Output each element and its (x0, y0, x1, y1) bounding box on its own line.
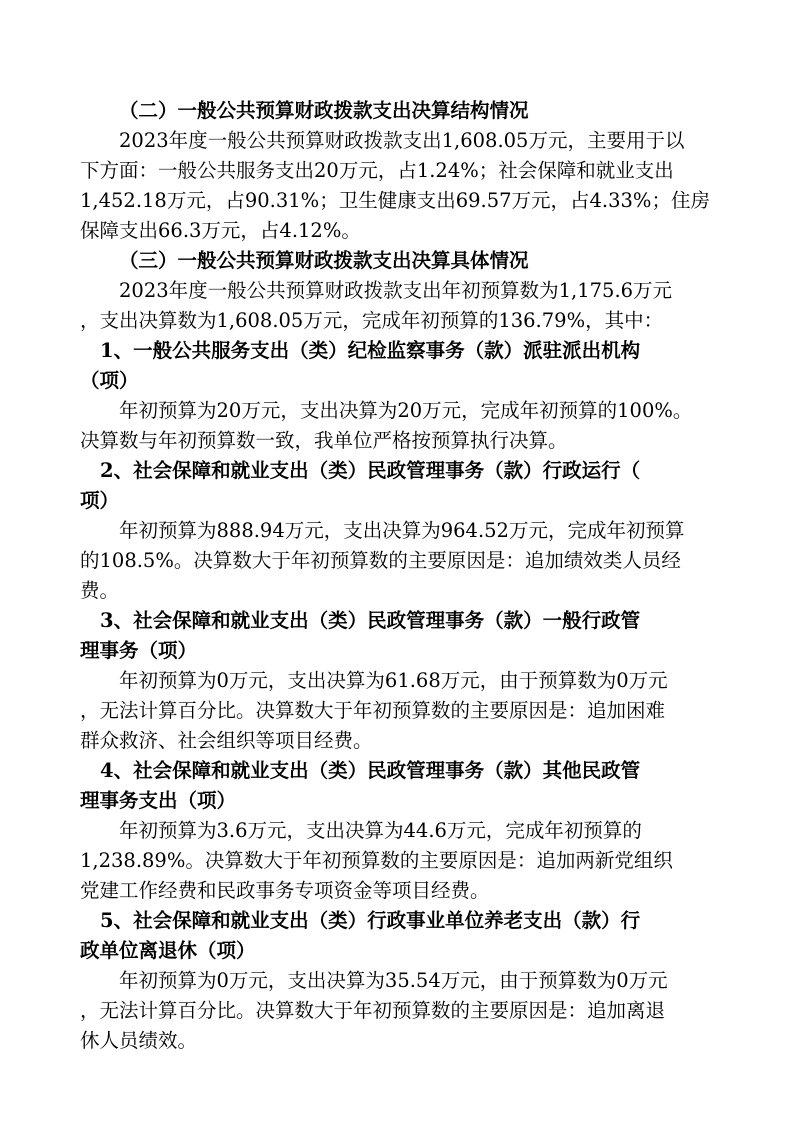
body-text-line: ，无法计算百分比。决算数大于年初预算数的主要原因是：追加离退 (80, 999, 666, 1022)
body-text-line: 1,452.18万元，占90.31%；卫生健康支出69.57万元，占4.33%；住房 (80, 189, 710, 212)
body-text-line: 1,238.89%。决算数大于年初预算数的主要原因是：追加两新党组织 (80, 849, 673, 872)
section-heading-line: 4、社会保障和就业支出（类）民政管理事务（款）其他民政管 (100, 759, 641, 782)
body-text-line: 年初预算为3.6万元，支出决算为44.6万元，完成年初预算的 (119, 819, 642, 842)
body-text-line: 党建工作经费和民政事务专项资金等项目经费。 (80, 879, 490, 902)
body-text-line: 年初预算为0万元，支出决算为35.54万元，由于预算数为0万元 (119, 969, 668, 992)
section-heading-line: 理事务（项） (80, 639, 198, 662)
section-heading-line: 政单位离退休（项） (80, 939, 256, 962)
body-text-line: ，支出决算数为1,608.05万元，完成年初预算的136.79%，其中： (80, 309, 664, 332)
section-heading-line: 2、社会保障和就业支出（类）民政管理事务（款）行政运行（ (100, 459, 641, 482)
body-text-line: 休人员绩效。 (80, 1029, 198, 1052)
body-text-line: 2023年度一般公共预算财政拨款支出年初预算数为1,175.6万元 (119, 279, 673, 302)
section-heading-line: （二）一般公共预算财政拨款支出决算结构情况 (119, 99, 529, 122)
body-text-line: 费。 (80, 579, 120, 602)
section-heading-line: 项） (80, 489, 120, 512)
body-text-line: 年初预算为0万元，支出决算为61.68万元，由于预算数为0万元 (119, 669, 668, 692)
section-heading-line: 理事务支出（项） (80, 789, 237, 812)
body-text-line: 年初预算为888.94万元，支出决算为964.52万元，完成年初预算 (119, 519, 685, 542)
section-heading-line: （项） (80, 369, 139, 392)
body-text-line: ，无法计算百分比。决算数大于年初预算数的主要原因是：追加困难 (80, 699, 666, 722)
text-lines (80, 96, 714, 1056)
section-heading-line: 5、社会保障和就业支出（类）行政事业单位养老支出（款）行 (100, 909, 641, 932)
body-text-line: 群众救济、社会组织等项目经费。 (80, 729, 373, 752)
section-heading-line: 3、社会保障和就业支出（类）民政管理事务（款）一般行政管 (100, 609, 641, 632)
body-text-line: 保障支出66.3万元，占4.12%。 (80, 219, 361, 242)
body-text-line: 2023年度一般公共预算财政拨款支出1,608.05万元，主要用于以 (119, 129, 685, 152)
body-text-line: 年初预算为20万元，支出决算为20万元，完成年初预算的100%。 (119, 399, 693, 422)
body-text-line: 决算数与年初预算数一致，我单位严格按预算执行决算。 (80, 429, 568, 452)
body-text-line: 的108.5%。决算数大于年初预算数的主要原因是：追加绩效类人员经 (80, 549, 681, 572)
section-heading-line: （三）一般公共预算财政拨款支出决算具体情况 (119, 249, 529, 272)
body-text-line: 下方面：一般公共服务支出20万元，占1.24%；社会保障和就业支出 (80, 159, 674, 182)
section-heading-line: 1、一般公共服务支出（类）纪检监察事务（款）派驻派出机构 (100, 339, 641, 362)
document-body (80, 96, 714, 1056)
